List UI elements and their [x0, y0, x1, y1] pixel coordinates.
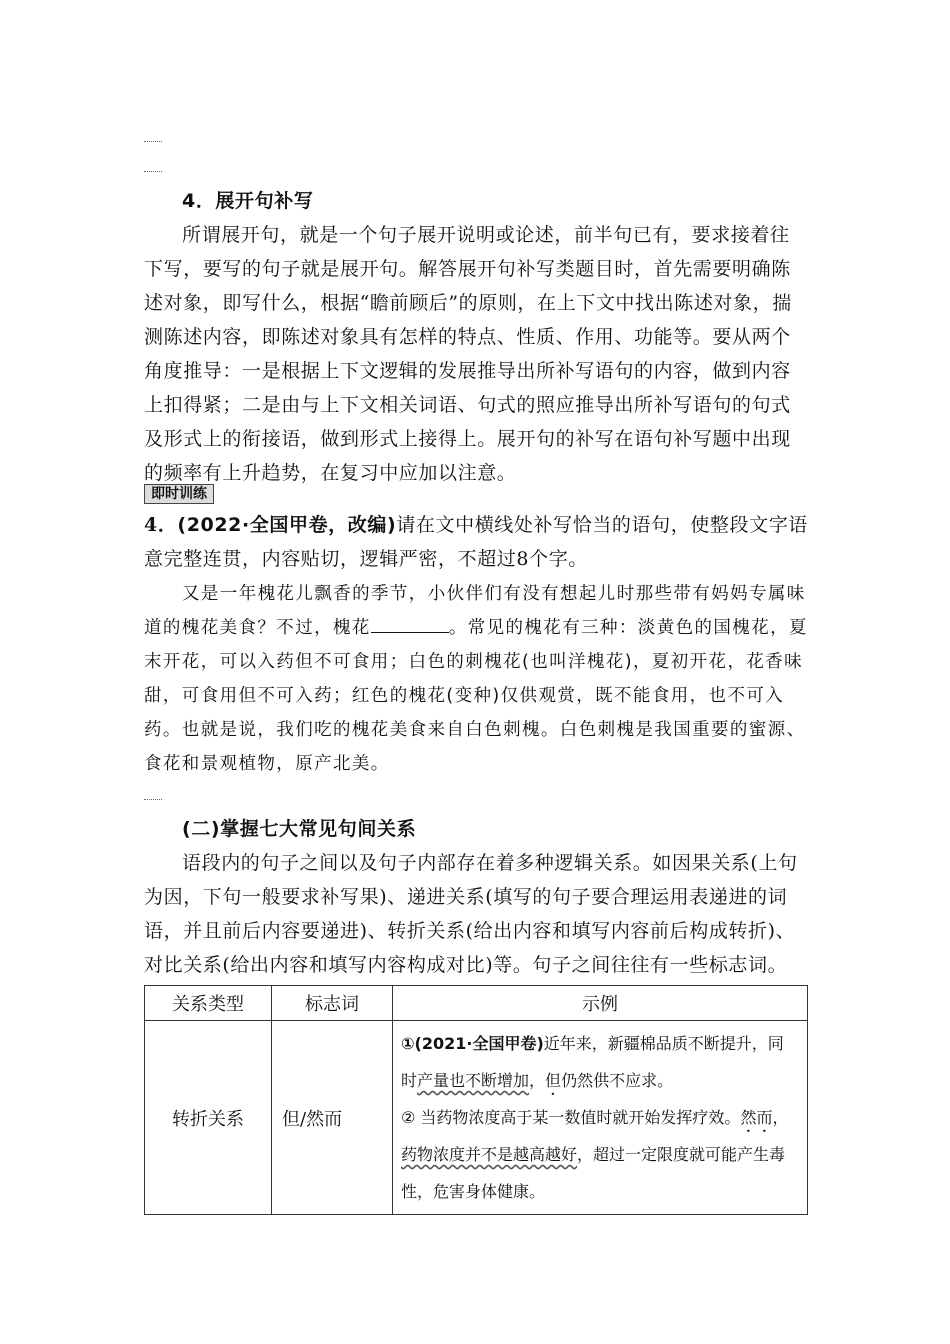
question-number: 4． [144, 514, 178, 536]
question-source: (2022·全国甲卷，改编) [177, 514, 397, 536]
cell-type: 转折关系 [145, 1021, 272, 1215]
ex1-text-b: ， [529, 1071, 546, 1090]
margin-dots [144, 141, 162, 142]
section4-heading: 4．展开句补写 [182, 190, 314, 212]
example-2 [401, 1099, 799, 1210]
ex2-marker: 然而 [740, 1108, 773, 1127]
answer-blank[interactable] [371, 614, 449, 633]
practice-badge: 即时训练 [144, 484, 214, 504]
practice-question [144, 508, 808, 576]
cell-examples [393, 1021, 808, 1215]
ex1-source: (2021·全国甲卷) [414, 1034, 544, 1053]
section-two-paragraph: 语段内的句子之间以及句子内部存在着多种逻辑关系。如因果关系(上句为因，下句一般要求补写果)、递进关系(填写的句子要合理运用表递进的词语，并且前后内容要递进)、转折关系(给出内容和填写内容前后构成转折)、对比关系(给出内容和填写内容构成对比)等。句子之间往往有一些标志词。 [144, 852, 798, 976]
section-two-heading: (二)掌握七大常见句间关系 [182, 818, 417, 840]
ex2-text-a: ② 当药物浓度高于某一数值时就开始发挥疗效。 [401, 1108, 741, 1127]
example-1 [401, 1025, 799, 1099]
ex1-text-a: 近年来，新疆棉品质不断提升，同时 [401, 1034, 784, 1090]
ex1-marker: 但 [545, 1071, 562, 1090]
relations-table [144, 985, 808, 1215]
ex2-wave: 药物浓度并不是越高越好 [401, 1145, 578, 1164]
cell-markers: 但/然而 [272, 1021, 393, 1215]
table-row [145, 1021, 808, 1215]
table-header-row [145, 986, 808, 1021]
margin-dots [144, 799, 162, 800]
passage-before: 又是一年槐花儿飘香的季节，小伙伴们有没有想起儿时那些带有妈妈专属味道的槐花美食？不过，槐花 [144, 584, 806, 638]
ex1-wave: 产量也不断增加 [417, 1071, 530, 1090]
question-text: 请在文中横线处补写恰当的语句，使整段文字语意完整连贯，内容贴切，逻辑严密，不超过8个字。 [144, 514, 808, 570]
ex2-text-b: ， [772, 1108, 789, 1127]
margin-dots [144, 171, 162, 172]
section4-paragraph: 所谓展开句，就是一个句子展开说明或论述，前半句已有，要求接着往下写，要写的句子就是展开句。解答展开句补写类题目时，首先需要明确陈述对象，即写什么，根据“瞻前顾后”的原则，在上下文中找出陈述对象，揣测陈述内容，即陈述对象具有怎样的特点、性质、作用、功能等。要从两个角度推导：一是根据上下文逻辑的发展推导出所补写语句的内容，做到内容上扣得紧；二是由与上下文相关词语、句式的照应推导出所补写语句的句式及形式上的衔接语，做到形式上接得上。展开句的补写在语句补写题中出现的频率有上升趋势，在复习中应加以注意。 [144, 224, 792, 484]
passage-after: 。常见的槐花有三种：淡黄色的国槐花，夏末开花，可以入药但不可食用；白色的刺槐花(也叫洋槐花)，夏初开花，花香味甜，可食用但不可入药；红色的槐花(变种)仅供观赏，既不能食用，也不可入药。也就是说，我们吃的槐花美食来自白色刺槐。白色刺槐是我国重要的蜜源、食花和景观植物，原产北美。 [144, 618, 808, 774]
ex1-text-c: 仍然供不应求。 [561, 1071, 674, 1090]
header-type: 关系类型 [145, 986, 272, 1021]
ex2-text-c: ，超过一定限度就可能产生毒性，危害身体健康。 [401, 1145, 786, 1201]
ex1-num: ① [401, 1034, 415, 1053]
header-markers: 标志词 [272, 986, 393, 1021]
practice-passage [144, 577, 808, 781]
header-example: 示例 [393, 986, 808, 1021]
